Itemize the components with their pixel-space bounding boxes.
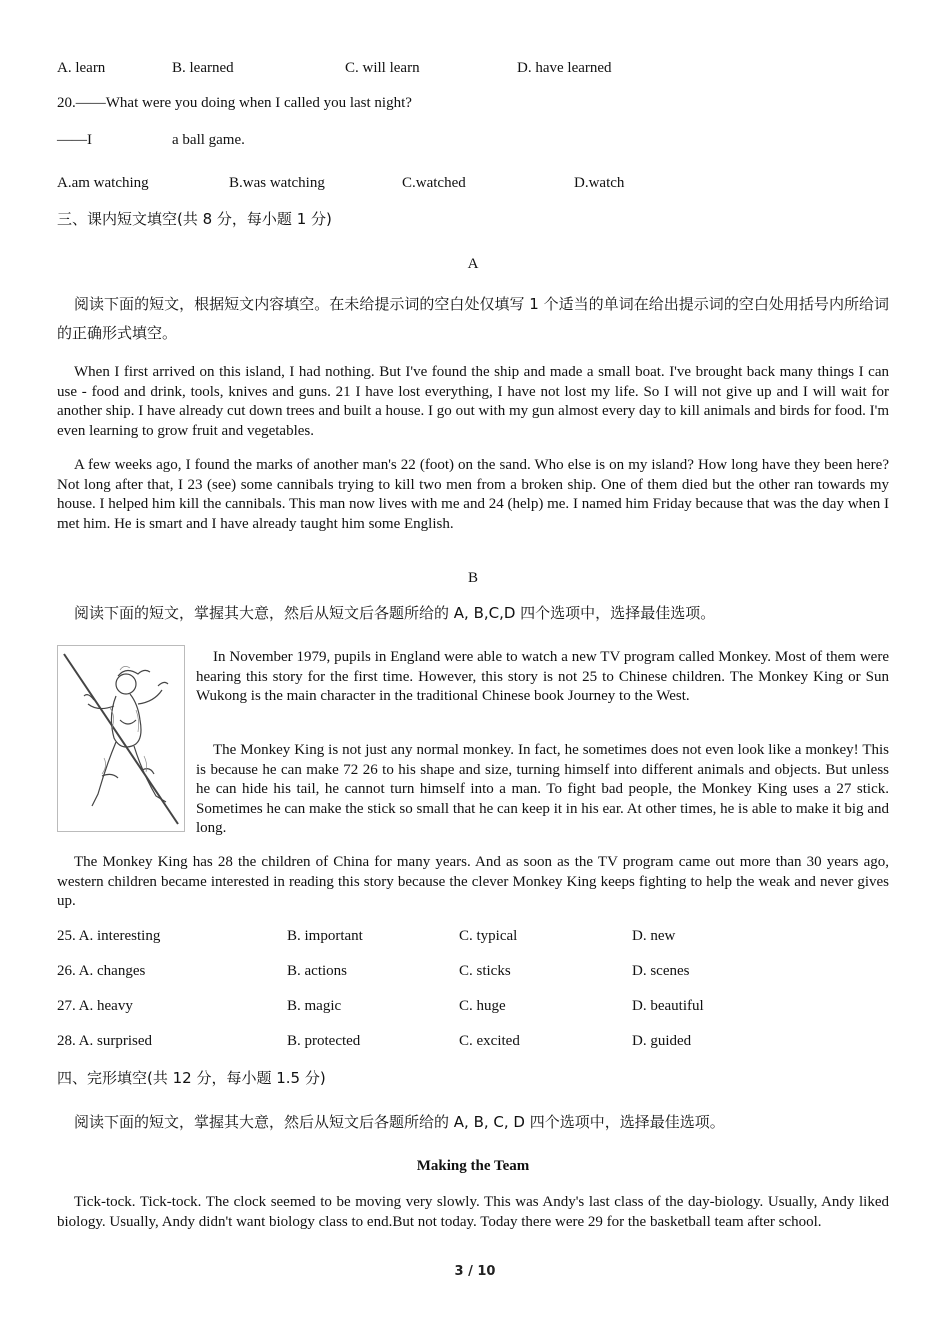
- q19-option-c: C. will learn: [345, 60, 420, 76]
- q27-option-d: D. beautiful: [632, 998, 704, 1014]
- q25-option-b: B. important: [287, 928, 363, 944]
- section4-passage-title: Making the Team: [416, 1158, 530, 1174]
- section3-part-a-paragraph-2: A few weeks ago, I found the marks of another man's 22 (foot) on the sand. Who else is on my island? How long have they been here? Not long after that, I 23 (see) some cannibals trying to kill two men from a broken ship. One of them died but the other ran towards my house. I helped him kill the cannibals. This man now lives with me and 24 (help) me. I named him Friday because that was the day when I met him. He is smart and I have already taught him some English.: [57, 457, 889, 532]
- section3-part-b-label: B: [467, 570, 478, 586]
- q19-option-b: B. learned: [172, 60, 234, 76]
- q26-option-c: C. sticks: [459, 963, 511, 979]
- q25-option-d: D. new: [632, 928, 676, 944]
- section4-paragraph-1: Tick-tock. Tick-tock. The clock seemed to be moving very slowly. This was Andy's last class of the day-biology. Usually, Andy liked biology. Usually, Andy didn't want biology class to end.But not today. Today there were 29 for the basketball team after school.: [57, 1194, 889, 1230]
- q25-option-a: 25. A. interesting: [57, 928, 161, 944]
- q20-option-c: C.watched: [402, 175, 466, 191]
- q27-option-b: B. magic: [287, 998, 342, 1014]
- q20-answer-tail: a ball game.: [172, 132, 245, 148]
- q20-answer-dash: ——I: [57, 132, 92, 148]
- q28-option-b: B. protected: [287, 1033, 361, 1049]
- section3-part-a-label: A: [467, 256, 479, 272]
- q25-option-c: C. typical: [459, 928, 518, 944]
- q28-option-d: D. guided: [632, 1033, 692, 1049]
- q27-option-c: C. huge: [459, 998, 506, 1014]
- q27-option-a: 27. A. heavy: [57, 998, 133, 1014]
- section3-part-b-paragraph-2: The Monkey King is not just any normal monkey. In fact, he sometimes does not even look like a monkey! This is because he can make 72 26 to his shape and size, turning himself into different animals and objects. But unless he can hide his tail, he cannot turn himself into a man. To fight bad people, the Monkey King uses a 27 stick. Sometimes he can make the stick so small that he can keep it in his ear. At other times, he is able to make it big and long.: [196, 742, 889, 836]
- section3-part-b-paragraph-3: The Monkey King has 28 the children of China for many years. And as soon as the TV program came out more than 30 years ago, western children became interested in reading this story because the clever Monkey King keeps fighting to help the weak and never gives up.: [57, 854, 889, 909]
- q20-option-d: D.watch: [574, 175, 625, 191]
- section3-part-b-instruction: 阅读下面的短文，掌握其大意，然后从短文后各题所给的 A, B,C,D 四个选项中，选择最佳选项。: [74, 604, 716, 622]
- q19-option-a: A. learn: [57, 60, 106, 76]
- q28-option-c: C. excited: [459, 1033, 520, 1049]
- q20-option-a: A.am watching: [57, 175, 149, 191]
- q26-option-b: B. actions: [287, 963, 347, 979]
- section4-instruction: 阅读下面的短文，掌握其大意，然后从短文后各题所给的 A, B, C, D 四个选项中，选择最佳选项。: [74, 1113, 725, 1131]
- section3-part-a-instruction: 阅读下面的短文，根据短文内容填空。在未给提示词的空白处仅填写 1 个适当的单词在给出提示词的空白处用括号内所给词的正确形式填空。: [57, 295, 889, 342]
- q20-option-b: B.was watching: [229, 175, 325, 191]
- q28-option-a: 28. A. surprised: [57, 1033, 152, 1049]
- q20-question: 20.——What were you doing when I called you last night?: [57, 95, 412, 111]
- section3-part-b-paragraph-1: In November 1979, pupils in England were able to watch a new TV program called Monkey. Most of them were hearing this story for the first time. However, this story is not 25 to Chinese children. The Monkey King or Sun Wukong is the main character in the traditional Chinese book Journey to the West.: [196, 649, 889, 704]
- monkey-king-illustration: [57, 645, 185, 832]
- section3-part-a-paragraph-1: When I first arrived on this island, I had nothing. But I've found the ship and made a small boat. I've brought back many things I can use - food and drink, tools, knives and guns. 21 I have lost everything, I have not lost my life. So I will not give up and I will wait for another ship. I have already cut down trees and built a house. I go out with my gun almost every day to kill animals and birds for food. I'm even learning to grow fruit and vegetables.: [57, 364, 889, 439]
- q26-option-a: 26. A. changes: [57, 963, 146, 979]
- section4-heading: 四、完形填空(共 12 分，每小题 1.5 分): [57, 1069, 326, 1087]
- page-number: 3 / 10: [454, 1264, 496, 1279]
- q26-option-d: D. scenes: [632, 963, 690, 979]
- section3-heading: 三、课内短文填空(共 8 分，每小题 1 分): [57, 210, 332, 228]
- q19-option-d: D. have learned: [517, 60, 612, 76]
